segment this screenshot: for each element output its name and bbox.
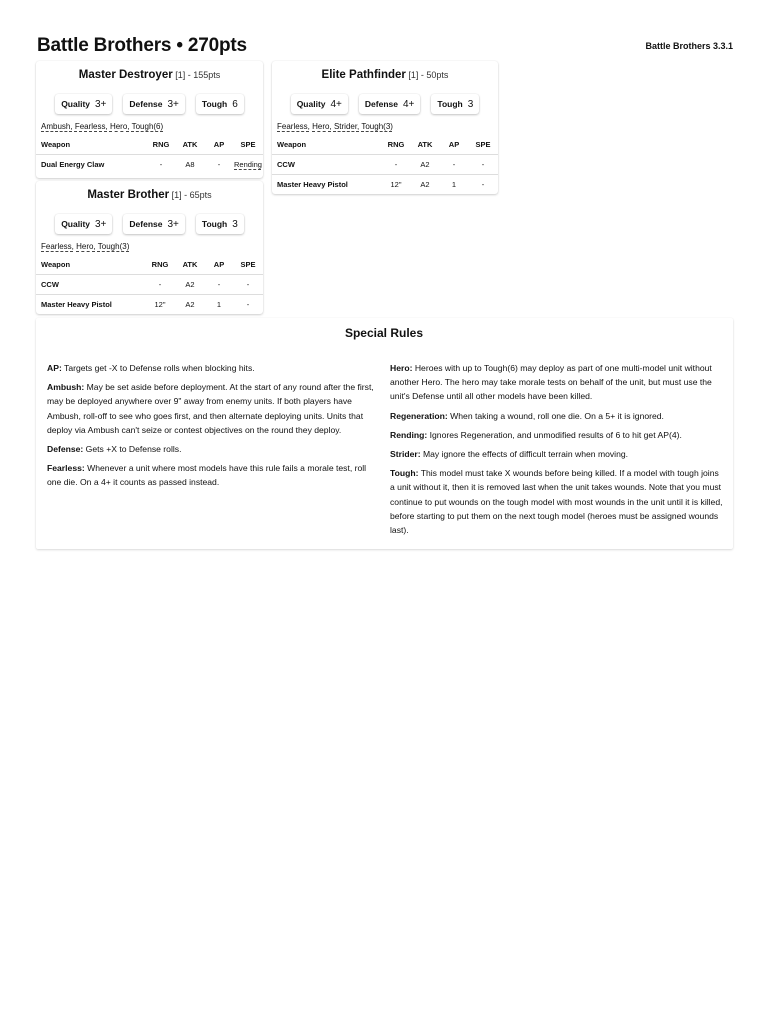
tough-stat-badge xyxy=(431,94,479,114)
special-rule-entry xyxy=(390,361,724,404)
quality-label: Quality xyxy=(61,99,90,109)
special-rule-name: Strider: xyxy=(390,449,421,460)
weapons-column-header: AP xyxy=(205,136,233,154)
defense-label: Defense xyxy=(364,99,398,109)
weapons-table xyxy=(272,136,498,194)
weapon-row xyxy=(36,274,263,294)
special-rule-text: Gets +X to Defense rolls. xyxy=(83,444,182,455)
special-rule-link[interactable]: Tough(3) xyxy=(361,122,393,131)
weapon-attacks: A2 xyxy=(420,179,430,189)
weapons-column-header: ATK xyxy=(175,136,205,154)
weapon-range: - xyxy=(159,159,163,169)
quality-stat-badge xyxy=(55,214,112,234)
unit-points: - 65pts xyxy=(181,190,212,200)
weapon-name: CCW xyxy=(272,154,382,174)
unit-rules xyxy=(41,242,129,251)
unit-count: [1] xyxy=(169,190,182,200)
unit-card xyxy=(36,181,263,314)
weapon-row xyxy=(36,294,263,314)
defense-label: Defense xyxy=(129,219,163,229)
special-rule-link[interactable]: Tough(6) xyxy=(131,122,164,131)
weapon-name: Master Heavy Pistol xyxy=(277,179,348,189)
weapon-attacks: A2 xyxy=(410,154,440,174)
weapon-ap: - xyxy=(205,274,233,294)
special-rule-name: Tough: xyxy=(390,468,419,479)
unit-card xyxy=(36,61,263,178)
weapon-row xyxy=(272,154,498,174)
unit-stats xyxy=(272,94,498,114)
tough-value: 6 xyxy=(232,98,238,110)
weapons-column-header: AP xyxy=(205,256,233,274)
unit-count: [1] xyxy=(172,70,186,80)
special-rule-entry xyxy=(47,442,380,456)
special-rule-entry xyxy=(390,428,724,442)
unit-card xyxy=(272,61,498,194)
unit-stats xyxy=(36,214,263,234)
weapon-attacks: A2 xyxy=(175,274,205,294)
unit-name-heading xyxy=(272,69,498,81)
special-rules-right-column xyxy=(390,361,724,542)
weapon-attacks: A8 xyxy=(185,159,195,169)
tough-label: Tough xyxy=(201,219,228,229)
tough-stat-badge xyxy=(196,94,244,114)
defense-stat-badge xyxy=(123,214,184,234)
tough-stat-badge xyxy=(196,214,244,234)
weapon-special[interactable]: Rending xyxy=(234,159,262,169)
special-rule-entry xyxy=(47,461,380,489)
weapons-column-header: Weapon xyxy=(36,256,145,274)
tough-value: 3 xyxy=(467,98,474,110)
special-rule-text: This model must take X wounds before being killed. If a model with tough joins a unit without it, then it is removed last when the unit takes wounds. Note that you must continue to put wounds on the tough model with most wounds in the unit until it is killed, before starting to put them on the next tough model (heroes must be assigned wounds last). xyxy=(390,468,723,536)
special-rule-entry xyxy=(390,447,724,461)
special-rule-name: Regeneration: xyxy=(390,410,448,421)
weapons-column-header: Weapon xyxy=(272,136,382,154)
weapons-table xyxy=(36,256,263,314)
special-rule-link[interactable]: Fearless, xyxy=(41,242,74,251)
defense-value: 3+ xyxy=(167,218,179,230)
weapons-column-header: ATK xyxy=(175,256,205,274)
weapons-column-header: SPE xyxy=(233,256,263,274)
page-title: Battle Brothers • 270pts xyxy=(37,35,247,56)
weapons-table xyxy=(36,136,263,174)
weapons-header-row xyxy=(36,256,263,274)
special-rule-link[interactable]: Hero, xyxy=(312,122,332,131)
weapon-special: - xyxy=(481,179,485,189)
special-rule-text: Heroes with up to Tough(6) may deploy as part of one multi-model unit without another Hero. The hero may take morale tests on behalf of the unit, but must use the unit's Defense until all other models have been killed. xyxy=(390,363,712,402)
special-rule-link[interactable]: Fearless, xyxy=(277,122,310,131)
tough-label: Tough xyxy=(201,99,228,109)
weapon-ap: 1 xyxy=(216,299,222,309)
unit-rules xyxy=(41,122,163,131)
weapons-column-header: SPE xyxy=(233,136,263,154)
unit-points: - 155pts xyxy=(185,70,221,80)
special-rule-entry xyxy=(390,466,724,537)
special-rule-text: Targets get -X to Defense rolls when blocking hits. xyxy=(61,363,255,373)
special-rule-text: May be set aside before deployment. At the start of any round after the first, may be deployed anywhere over 9" away from enemy units. If both players have Ambush, roll-off to see who goes first, and then alternate deploying units. Units that deploy via Ambush can't seize or contest objectives on the round they deploy. xyxy=(47,382,374,435)
quality-value: 3+ xyxy=(95,98,107,110)
version-label: Battle Brothers 3.3.1 xyxy=(645,41,733,51)
special-rule-link[interactable]: Fearless, xyxy=(74,122,108,131)
special-rule-link[interactable]: Strider, xyxy=(333,122,360,131)
weapon-name: Master Heavy Pistol xyxy=(41,299,112,309)
defense-label: Defense xyxy=(129,99,163,109)
special-rule-name: Defense: xyxy=(47,444,84,455)
special-rule-entry xyxy=(47,361,380,375)
quality-stat-badge xyxy=(55,94,112,114)
weapons-column-header: RNG xyxy=(147,136,175,154)
weapon-range: 12" xyxy=(390,179,402,189)
weapon-special: - xyxy=(246,299,250,309)
defense-stat-badge xyxy=(359,94,420,114)
special-rule-text: May ignore the effects of difficult terrain when moving. xyxy=(420,449,629,460)
quality-value: 4+ xyxy=(330,98,342,110)
weapon-ap: 1 xyxy=(451,179,457,189)
weapon-range: - xyxy=(145,274,175,294)
quality-label: Quality xyxy=(296,99,326,109)
weapons-header-row xyxy=(36,136,263,154)
unit-name-heading xyxy=(36,69,263,81)
weapon-name: Dual Energy Claw xyxy=(41,159,105,169)
special-rule-entry xyxy=(47,380,380,437)
weapons-column-header: SPE xyxy=(468,136,498,154)
special-rule-link[interactable]: Hero, xyxy=(109,122,130,131)
special-rules-left-column xyxy=(47,361,380,495)
defense-value: 4+ xyxy=(402,98,415,110)
special-rule-name: AP: xyxy=(47,363,62,373)
quality-stat-badge xyxy=(291,94,348,114)
unit-count: [1] xyxy=(405,70,419,80)
weapon-ap: - xyxy=(217,159,221,169)
weapons-column-header: RNG xyxy=(382,136,410,154)
weapon-name: CCW xyxy=(36,274,145,294)
defense-value: 3+ xyxy=(167,98,179,110)
weapon-attacks: A2 xyxy=(185,299,195,309)
unit-stats xyxy=(36,94,263,114)
quality-value: 3+ xyxy=(95,218,107,230)
weapons-column-header: AP xyxy=(440,136,468,154)
weapons-column-header: RNG xyxy=(145,256,175,274)
special-rule-link[interactable]: Hero, xyxy=(76,242,96,251)
weapon-range: 12" xyxy=(154,299,166,309)
unit-points: - 50pts xyxy=(418,70,449,80)
weapon-row xyxy=(272,174,498,194)
tough-value: 3 xyxy=(232,218,238,230)
tough-label: Tough xyxy=(437,99,463,109)
special-rule-entry xyxy=(390,409,724,423)
special-rule-name: Fearless: xyxy=(47,463,85,474)
special-rule-name: Rending: xyxy=(390,429,428,440)
weapons-column-header: ATK xyxy=(410,136,440,154)
unit-rules xyxy=(277,122,393,131)
weapon-special: - xyxy=(468,154,498,174)
weapon-range: - xyxy=(382,154,410,174)
special-rules-title: Special Rules xyxy=(344,326,424,340)
quality-label: Quality xyxy=(61,219,90,229)
weapon-special: - xyxy=(233,274,263,294)
special-rule-text: Ignores Regeneration, and unmodified results of 6 to hit get AP(4). xyxy=(427,429,682,440)
special-rule-text: Whenever a unit where most models have this rule fails a morale test, roll one die. On a 4+ it counts as passed instead. xyxy=(47,463,367,488)
weapon-row xyxy=(36,154,263,174)
weapon-ap: - xyxy=(440,154,468,174)
special-rule-text: When taking a wound, roll one die. On a 5+ it is ignored. xyxy=(447,410,664,421)
weapons-header-row xyxy=(272,136,498,154)
unit-name: Master Brother xyxy=(87,189,170,201)
defense-stat-badge xyxy=(123,94,184,114)
weapons-column-header: Weapon xyxy=(36,136,147,154)
unit-name: Master Destroyer xyxy=(78,69,173,81)
special-rule-link[interactable]: Ambush, xyxy=(41,122,73,131)
special-rule-name: Hero: xyxy=(390,363,413,373)
unit-name-heading xyxy=(36,189,263,201)
special-rule-name: Ambush: xyxy=(47,382,85,393)
special-rule-link[interactable]: Tough(3) xyxy=(97,242,130,251)
unit-name: Elite Pathfinder xyxy=(321,69,406,81)
